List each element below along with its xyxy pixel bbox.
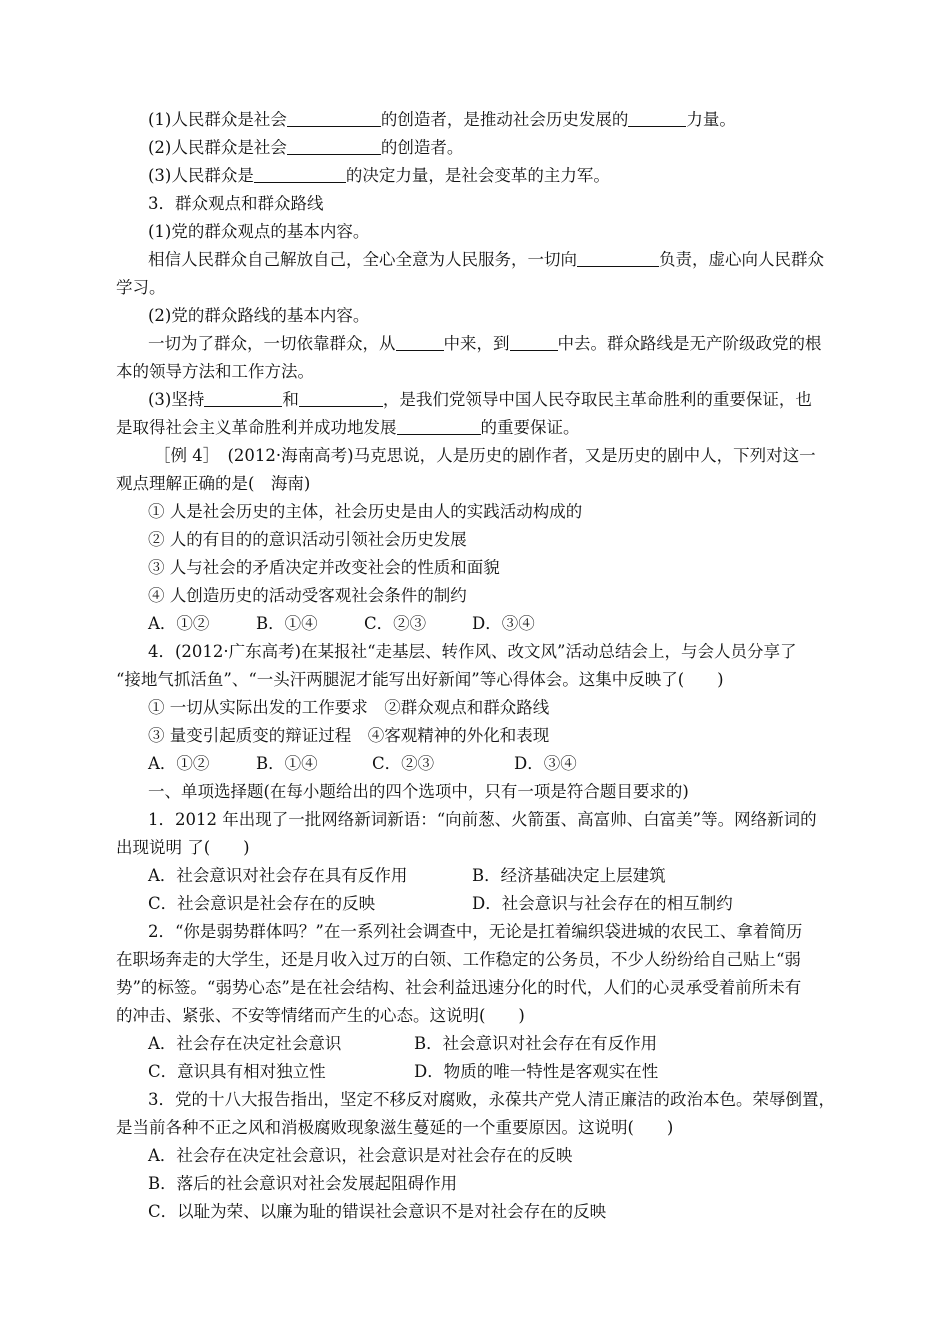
paragraph-line: 相信人民群众自己解放自己，全心全意为人民服务，一切向 负责，虚心向人民群众	[148, 250, 824, 269]
statement-item: ② 人的有目的的意识活动引领社会历史发展	[148, 530, 467, 549]
statement-item: ① 一切从实际出发的工作要求 ②群众观点和群众路线	[148, 698, 550, 717]
paragraph-line: 本的领导方法和工作方法。	[116, 362, 314, 381]
option-c: C．意识具有相对独立性	[148, 1062, 326, 1081]
option-b: B．①④	[256, 614, 318, 633]
question-text: “接地气抓活鱼”、“一头汗两腿泥才能写出好新闻”等心得体会。这集中反映了( )	[116, 670, 724, 689]
example-question: 观点理解正确的是( 海南)	[116, 474, 311, 493]
option-d: D．③④	[514, 754, 577, 773]
blank	[254, 166, 346, 183]
fill-line-3: (3)人民群众是 的决定力量，是社会变革的主力军。	[148, 166, 610, 185]
section-heading: 3．群众观点和群众路线	[148, 194, 324, 213]
option-a: A．社会存在决定社会意识，社会意识是对社会存在的反映	[148, 1146, 573, 1165]
paragraph-line: 学习。	[116, 278, 166, 297]
option-d: D．社会意识与社会存在的相互制约	[472, 894, 733, 913]
blank	[577, 250, 659, 267]
statement-item: ③ 人与社会的矛盾决定并改变社会的性质和面貌	[148, 558, 500, 577]
option-b: B．经济基础决定上层建筑	[472, 866, 666, 885]
blank	[397, 418, 481, 435]
question-text: 2．“你是弱势群体吗？”在一系列社会调查中，无论是扛着编织袋进城的农民工、拿着简历	[148, 922, 803, 941]
question-text: 4．(2012·广东高考)在某报社“走基层、转作风、改文风”活动总结会上，与会人员分享了	[148, 642, 797, 661]
option-b: B．落后的社会意识对社会发展起阻碍作用	[148, 1174, 458, 1193]
statement-item: ④ 人创造历史的活动受客观社会条件的制约	[148, 586, 467, 605]
paragraph-line: 一切为了群众，一切依靠群众，从 中来，到 中去。群众路线是无产阶级政党的根	[148, 334, 822, 353]
question-text: 的冲击、紧张、不安等情绪而产生的心态。这说明( )	[116, 1006, 525, 1025]
option-c: C．以耻为荣、以廉为耻的错误社会意识不是对社会存在的反映	[148, 1202, 607, 1221]
example-question: ［例 4］ (2012·海南高考)马克思说，人是历史的剧作者，又是历史的剧中人，下列对这一	[154, 446, 816, 465]
option-a: A．①②	[148, 614, 210, 633]
option-b: B．社会意识对社会存在有反作用	[414, 1034, 658, 1053]
question-text: 出现说明 了( )	[116, 838, 250, 857]
subheading: (2)党的群众路线的基本内容。	[148, 306, 370, 325]
question-text: 3．党的十八大报告指出，坚定不移反对腐败，永葆共产党人清正廉洁的政治本色。荣辱倒置，	[148, 1090, 835, 1109]
option-c: C．②③	[372, 754, 435, 773]
option-c: C．社会意识是社会存在的反映	[148, 894, 376, 913]
paragraph-line: 是取得社会主义革命胜利并成功地发展 的重要保证。	[116, 418, 580, 437]
fill-line-1: (1)人民群众是社会 的创造者，是推动社会历史发展的 力量。	[148, 110, 736, 129]
question-text: 势”的标签。“弱势心态”是在社会结构、社会利益迅速分化的时代，人们的心灵承受着前所未有	[116, 978, 802, 997]
question-text: 在职场奔走的大学生，还是月收入过万的白领、工作稳定的公务员，不少人纷纷给自己贴上“弱	[116, 950, 801, 969]
fill-line-2: (2)人民群众是社会 的创造者。	[148, 138, 464, 157]
option-b: B．①④	[256, 754, 318, 773]
question-text: 是当前各种不正之风和消极腐败现象滋生蔓延的一个重要原因。这说明( )	[116, 1118, 674, 1137]
subheading: (1)党的群众观点的基本内容。	[148, 222, 370, 241]
option-a: A．社会意识对社会存在具有反作用	[148, 866, 408, 885]
blank	[510, 334, 558, 351]
option-d: D．物质的唯一特性是客观实在性	[414, 1062, 659, 1081]
statement-item: ③ 量变引起质变的辩证过程 ④客观精神的外化和表现	[148, 726, 550, 745]
paragraph-line: (3)坚持 和 ，是我们党领导中国人民夺取民主革命胜利的重要保证，也	[148, 390, 812, 409]
blank	[287, 110, 381, 127]
option-a: A．社会存在决定社会意识	[148, 1034, 342, 1053]
option-a: A．①②	[148, 754, 210, 773]
blank	[299, 390, 383, 407]
blank	[396, 334, 444, 351]
part-heading: 一、单项选择题(在每小题给出的四个选项中，只有一项是符合题目要求的)	[148, 782, 689, 801]
blank	[204, 390, 282, 407]
question-text: 1．2012 年出现了一批网络新词新语：“向前葱、火箭蛋、高富帅、白富美”等。网络新词的	[148, 810, 817, 829]
blank	[628, 110, 686, 127]
option-c: C．②③	[364, 614, 427, 633]
statement-item: ① 人是社会历史的主体，社会历史是由人的实践活动构成的	[148, 502, 583, 521]
option-d: D．③④	[472, 614, 535, 633]
blank	[287, 138, 381, 155]
